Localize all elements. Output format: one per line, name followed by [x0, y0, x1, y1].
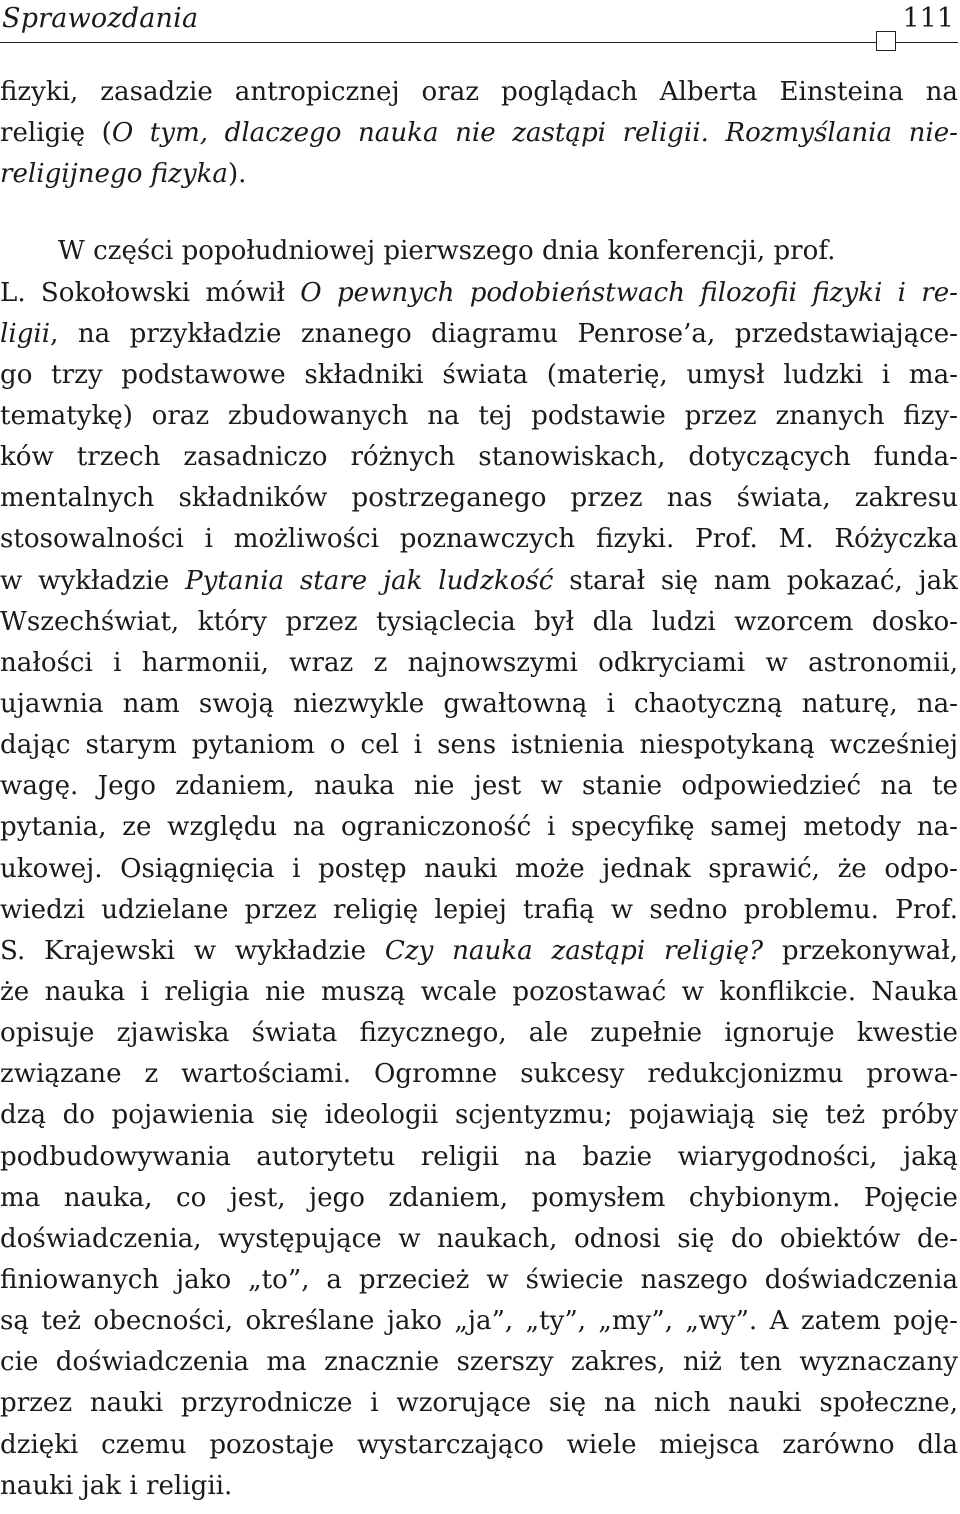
text-run: ).: [227, 159, 247, 190]
text-line: [0, 931, 958, 972]
italic-title: O pewnych podobieństwach filozofii fizyki i re-: [300, 277, 958, 308]
text-run: S. Krajewski w wykładzie: [0, 935, 385, 966]
text-line: ków trzech zasadniczo różnych stanowiskach, dotyczących funda-: [0, 442, 958, 473]
text-line: W części popołudniowej pierwszego dnia konferencji, prof.: [58, 236, 836, 267]
text-line: są też obecności, określane jako „ja”, „ty”, „my”, „wy”. A zatem poję-: [0, 1306, 958, 1337]
text-line: wagę. Jego zdaniem, nauka nie jest w stanie odpowiedzieć na te: [0, 771, 958, 802]
text-line: związane z wartościami. Ogromne sukcesy redukcjonizmu prowa-: [0, 1059, 958, 1090]
paragraph-gap: [0, 195, 958, 231]
text-line: [0, 113, 958, 154]
text-run: przekonywał,: [763, 935, 958, 966]
italic-title: ligii: [0, 318, 51, 349]
article-body: [0, 72, 958, 1507]
text-line: ukowej. Osiągnięcia i postęp nauki może jednak sprawić, że odpo-: [0, 853, 958, 884]
text-line: go trzy podstawowe składniki świata (materię, umysł ludzki i ma-: [0, 359, 958, 390]
text-line: [0, 561, 958, 602]
paragraph-2: [0, 231, 958, 1506]
text-line: [0, 154, 958, 195]
text-run: religię (: [0, 118, 112, 149]
text-line: tematykę) oraz zbudowanych na tej podstawie przez znanych fizy-: [0, 400, 958, 431]
running-title: Sprawozdania: [2, 3, 199, 34]
text-line: fizyki, zasadzie antropicznej oraz poglądach Alberta Einsteina na: [0, 77, 958, 107]
text-line: ujawnia nam swoją niezwykle gwałtowną i chaotyczną naturę, na-: [0, 688, 958, 719]
text-line: nałości i harmonii, wraz z najnowszymi odkryciami w astronomii,: [0, 647, 958, 678]
page-corner-marker: [876, 31, 896, 51]
running-header: [0, 0, 958, 43]
page-number: 111: [902, 3, 954, 34]
italic-title: Pytania stare jak ludzkość: [185, 565, 554, 596]
text-line: stosowalności i możliwości poznawczych fizyki. Prof. M. Różyczka: [0, 524, 958, 555]
text-line: przez nauki przyrodnicze i wzorujące się na nich nauki społeczne,: [0, 1388, 958, 1419]
text-run: L. Sokołowski mówił: [0, 277, 301, 308]
paragraph-1: [0, 72, 958, 195]
text-line: podbudowywania autorytetu religii na bazie wiarygodności, jaką: [0, 1141, 958, 1172]
text-line: mentalnych składników postrzeganego przez nas świata, zakresu: [0, 483, 958, 514]
text-line: dzięki czemu pozostaje wystarczająco wiele miejsca zarówno dla: [0, 1429, 958, 1460]
text-run: w wykładzie: [0, 565, 186, 596]
italic-title: O tym, dlaczego nauka nie zastąpi religii. Rozmyślania nie-: [111, 118, 958, 149]
text-line: cie doświadczenia ma znacznie szerszy zakres, niż ten wyznaczany: [0, 1347, 958, 1378]
text-line: nauki jak i religii.: [0, 1470, 233, 1501]
text-run: starał się nam pokazać, jak: [553, 565, 958, 596]
italic-title: Czy nauka zastąpi religię?: [384, 935, 764, 966]
text-line: wiedzi udzielane przez religię lepiej trafią w sedno problemu. Prof.: [0, 894, 958, 925]
text-line: ma nauka, co jest, jego zdaniem, pomysłem chybionym. Pojęcie: [0, 1182, 958, 1213]
text-line: [0, 273, 958, 314]
text-run: , na przykładzie znanego diagramu Penrose’a, przedstawiające-: [50, 318, 958, 349]
text-line: opisuje zjawiska świata fizycznego, ale zupełnie ignoruje kwestie: [0, 1018, 958, 1049]
text-line: doświadczenia, występujące w naukach, odnosi się do obiektów de-: [0, 1223, 958, 1254]
italic-title: religijnego fizyka: [0, 159, 228, 190]
text-line: że nauka i religia nie muszą wcale pozostawać w konflikcie. Nauka: [0, 976, 958, 1007]
text-line: finiowanych jako „to”, a przecież w świecie naszego doświadczenia: [0, 1264, 958, 1295]
text-line: pytania, ze względu na ograniczoność i specyfikę samej metody na-: [0, 812, 958, 843]
text-line: dając starym pytaniom o cel i sens istnienia niespotykaną wcześniej: [0, 730, 958, 761]
text-line: Wszechświat, który przez tysiąclecia był dla ludzi wzorcem dosko-: [0, 606, 958, 637]
text-line: [0, 314, 958, 355]
text-line: dzą do pojawienia się ideologii scjentyzmu; pojawiają się też próby: [0, 1100, 958, 1131]
